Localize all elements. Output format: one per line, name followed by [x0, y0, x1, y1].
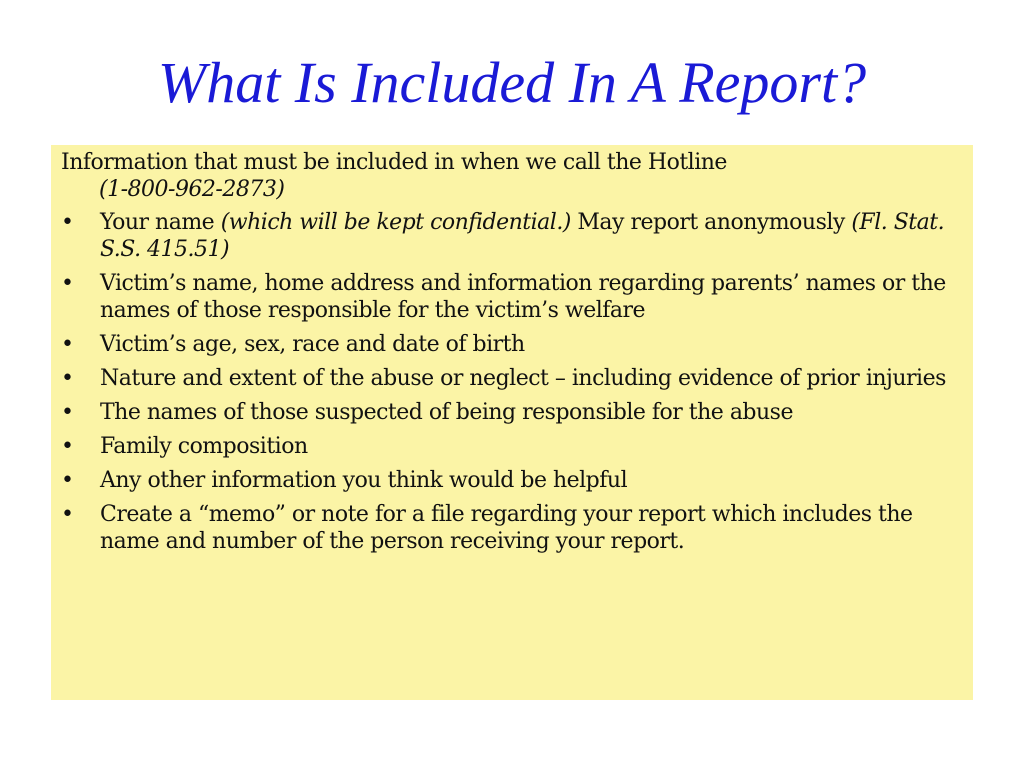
item-text: Create a “memo” or note for a file regarding your report which includes the name and number of the person receiving your report. [100, 502, 913, 554]
list-item-suspects [61, 399, 965, 426]
item-text: Any other information you think would be helpful [100, 468, 628, 493]
bullet-icon: • [61, 210, 74, 235]
bullet-icon: • [61, 332, 74, 357]
bullet-icon: • [61, 366, 74, 391]
hotline-number: (1-800-962-2873) [99, 177, 285, 202]
list-item-memo [61, 501, 965, 555]
bullet-icon: • [61, 271, 74, 296]
intro-text: Information that must be included in when we call the Hotline [61, 150, 727, 175]
bullet-icon: • [61, 434, 74, 459]
slide-title: What Is Included In A Report? [157, 50, 867, 115]
list-item-victim-demographics [61, 331, 965, 358]
intro-paragraph [61, 149, 965, 203]
list-item-victim-info [61, 270, 965, 324]
item-text: Victim’s name, home address and information regarding parents’ names or the names of those responsible for the victim’s welfare [100, 271, 946, 323]
list-item-family [61, 433, 965, 460]
item-text: Nature and extent of the abuse or neglect – including evidence of prior injuries [100, 366, 946, 391]
statute-citation: (Fl. Stat. S.S. 415.51) [100, 210, 945, 262]
list-item-your-name [61, 209, 965, 263]
item-text: Family composition [100, 434, 308, 459]
content-box [51, 145, 973, 700]
report-items-list [61, 209, 965, 555]
bullet-icon: • [61, 502, 74, 527]
list-item-abuse-nature [61, 365, 965, 392]
item-text: The names of those suspected of being responsible for the abuse [100, 400, 793, 425]
item-text: May report anonymously [570, 210, 852, 235]
item-text: Your name [100, 210, 221, 235]
item-text-italic: (which will be kept confidential.) [220, 210, 571, 235]
list-item-other-info [61, 467, 965, 494]
bullet-icon: • [61, 468, 74, 493]
bullet-icon: • [61, 400, 74, 425]
item-text: Victim’s age, sex, race and date of birth [100, 332, 525, 357]
